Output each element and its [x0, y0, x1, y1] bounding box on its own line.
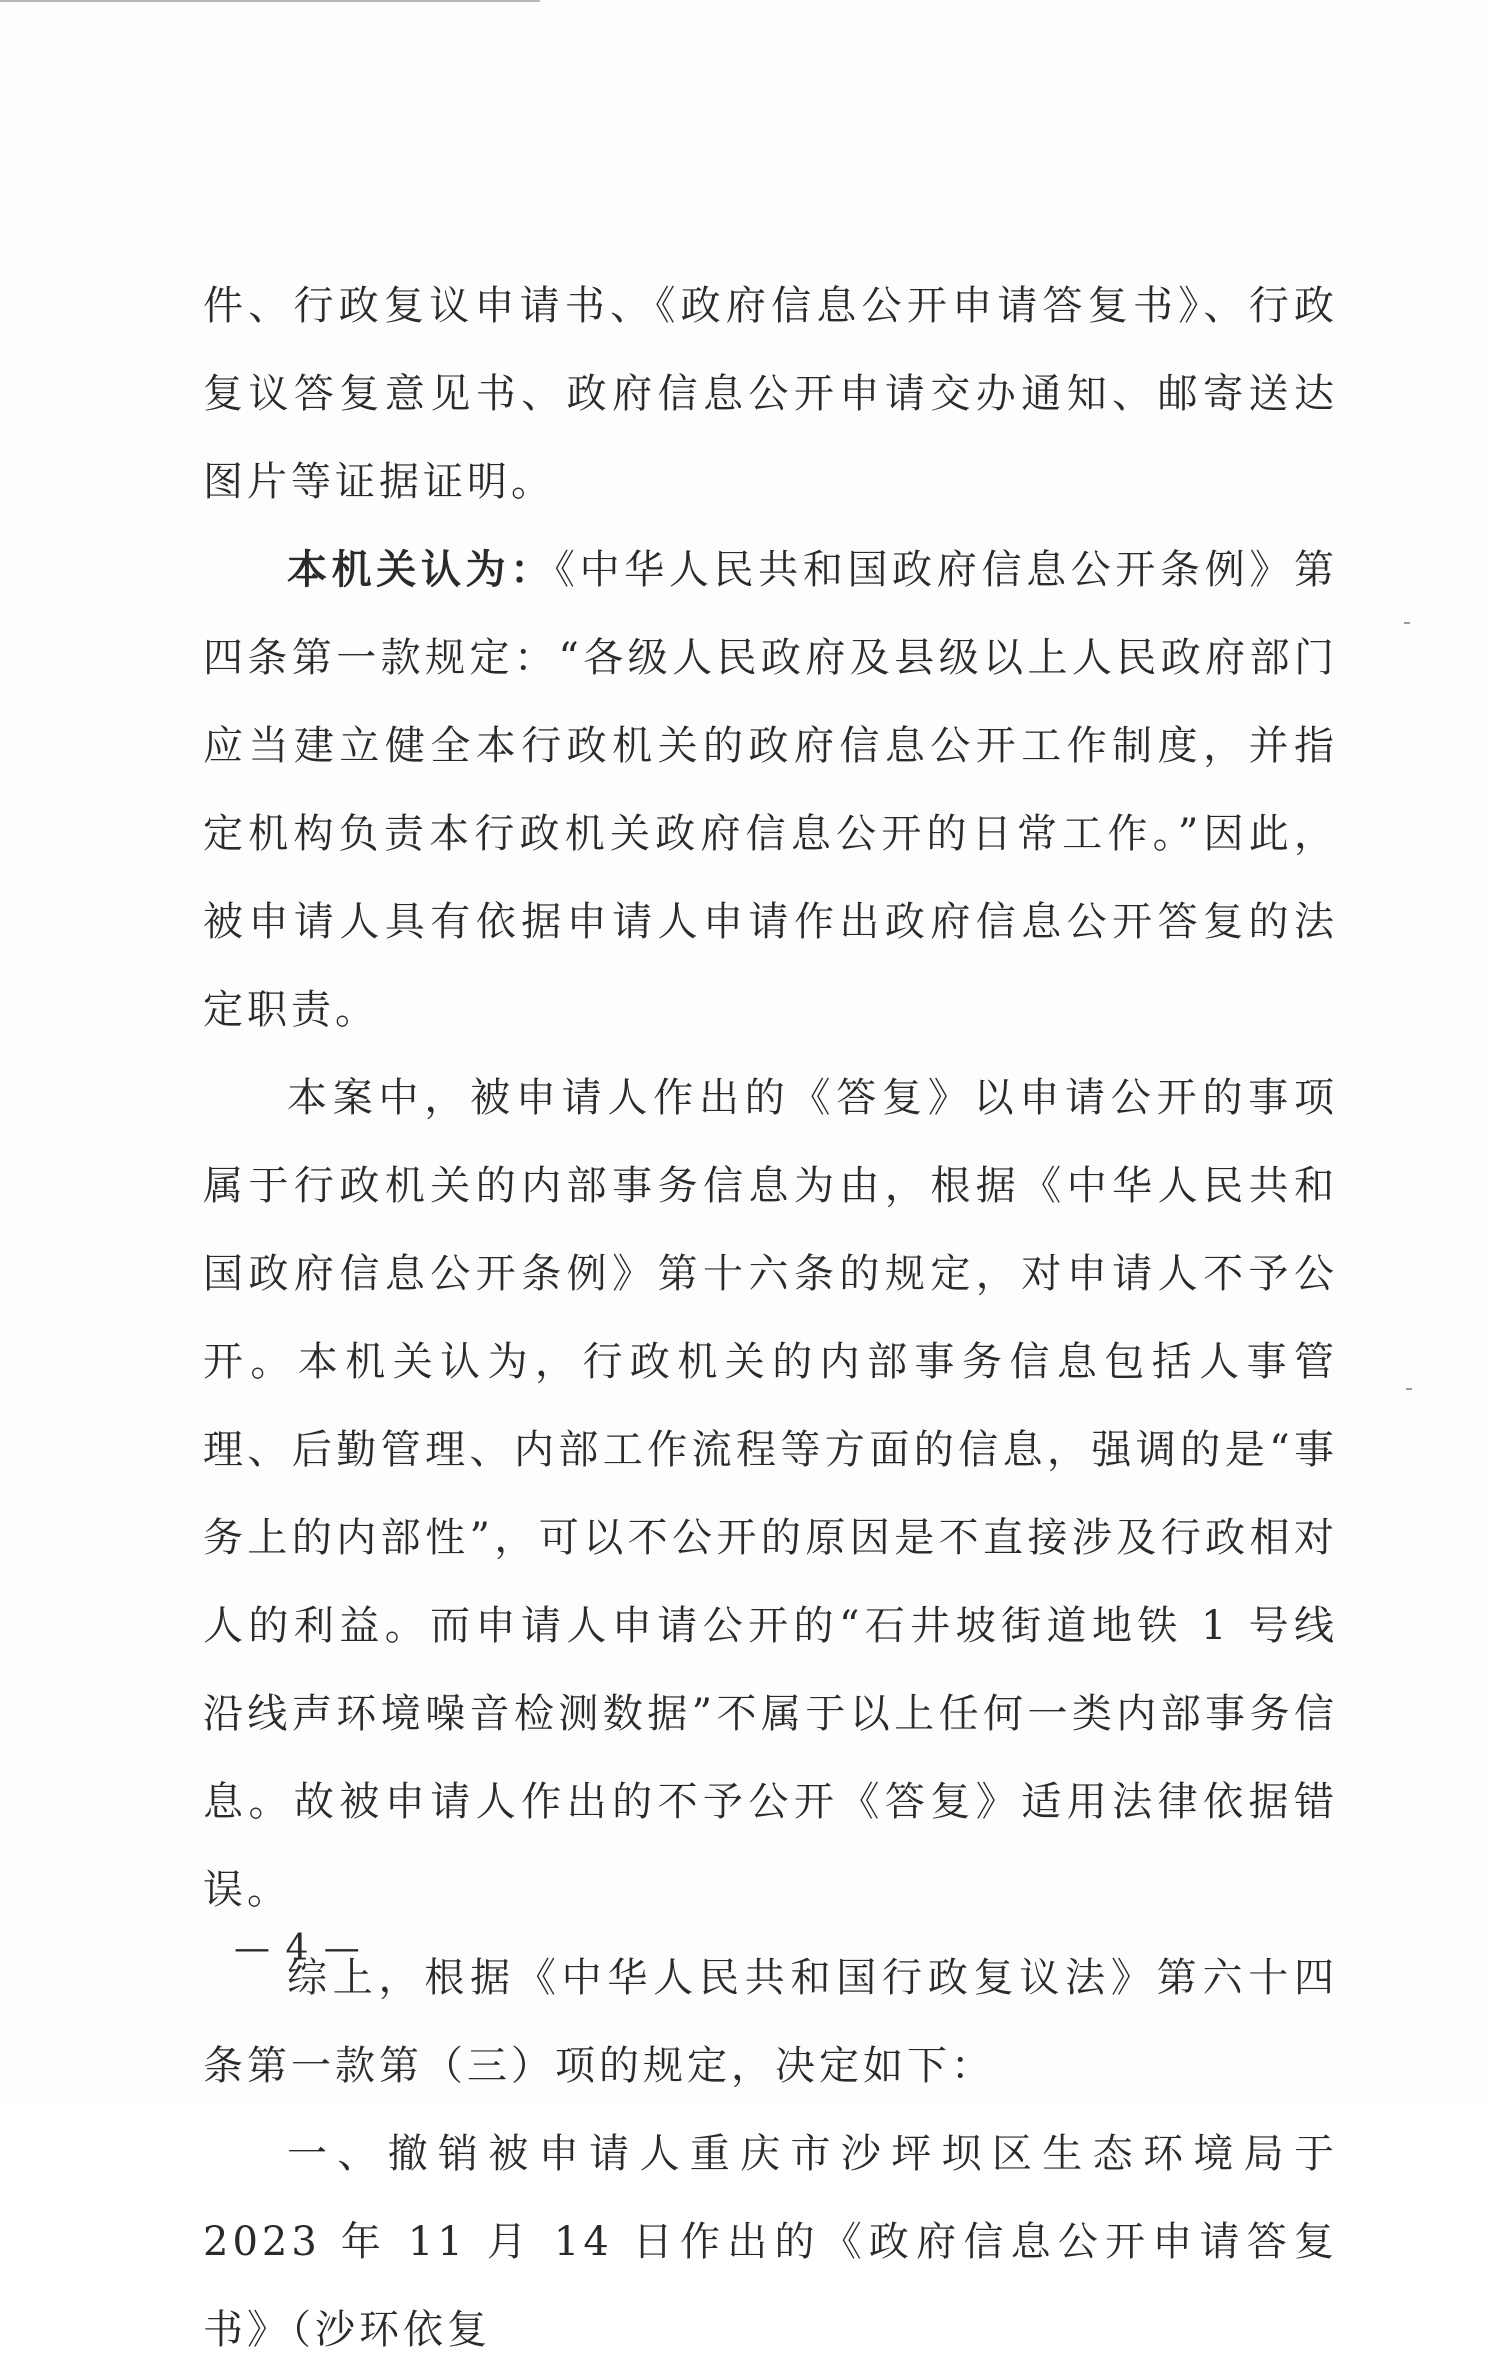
- paragraph-case-analysis: [203, 1054, 1338, 1934]
- paragraph-evidence: [203, 262, 1338, 526]
- scan-speck: [1404, 622, 1410, 624]
- paragraph-conclusion: [203, 1934, 1338, 2110]
- scan-speck: [1406, 1388, 1412, 1390]
- scan-top-edge: [0, 0, 540, 2]
- paragraph-lead: 本机关认为：: [287, 547, 555, 593]
- paragraph-text: 综上，根据《中华人民共和国行政复议法》第六十四条第一款第（三）项的规定，决定如下：: [203, 1955, 1338, 2089]
- paragraph-text: 本案中，被申请人作出的《答复》以申请公开的事项属于行政机关的内部事务信息为由，根据《中华人民共和国政府信息公开条例》第十六条的规定，对申请人不予公开。本机关认为，行政机关的内部事务信息包括人事管理、后勤管理、内部工作流程等方面的信息，强调的是“事务上的内部性”，可以不公开的原因是不直接涉及行政相对人的利益。而申请人申请公开的“石井坡街道地铁 1 号线沿线声环境噪音检测数据”不属于以上任何一类内部事务信息。故被申请人作出的不予公开《答复》适用法律依据错误。: [203, 1075, 1338, 1913]
- paragraph-decision-item-1: [203, 2110, 1338, 2374]
- page-number: — 4 —: [234, 1928, 362, 1969]
- paragraph-agency-opinion: [203, 526, 1338, 1054]
- paragraph-text: 《中华人民共和国政府信息公开条例》第四条第一款规定：“各级人民政府及县级以上人民政府部门应当建立健全本行政机关的政府信息公开工作制度，并指定机构负责本行政机关政府信息公开的日常工作。”因此，被申请人具有依据申请人申请作出政府信息公开答复的法定职责。: [203, 547, 1339, 1033]
- document-body: [203, 262, 1338, 2374]
- paragraph-text: 件、行政复议申请书、《政府信息公开申请答复书》、行政复议答复意见书、政府信息公开申请交办通知、邮寄送达图片等证据证明。: [203, 283, 1338, 505]
- paragraph-text: 一、撤销被申请人重庆市沙坪坝区生态环境局于 2023 年 11 月 14 日作出的《政府信息公开申请答复书》（沙环依复: [203, 2131, 1338, 2353]
